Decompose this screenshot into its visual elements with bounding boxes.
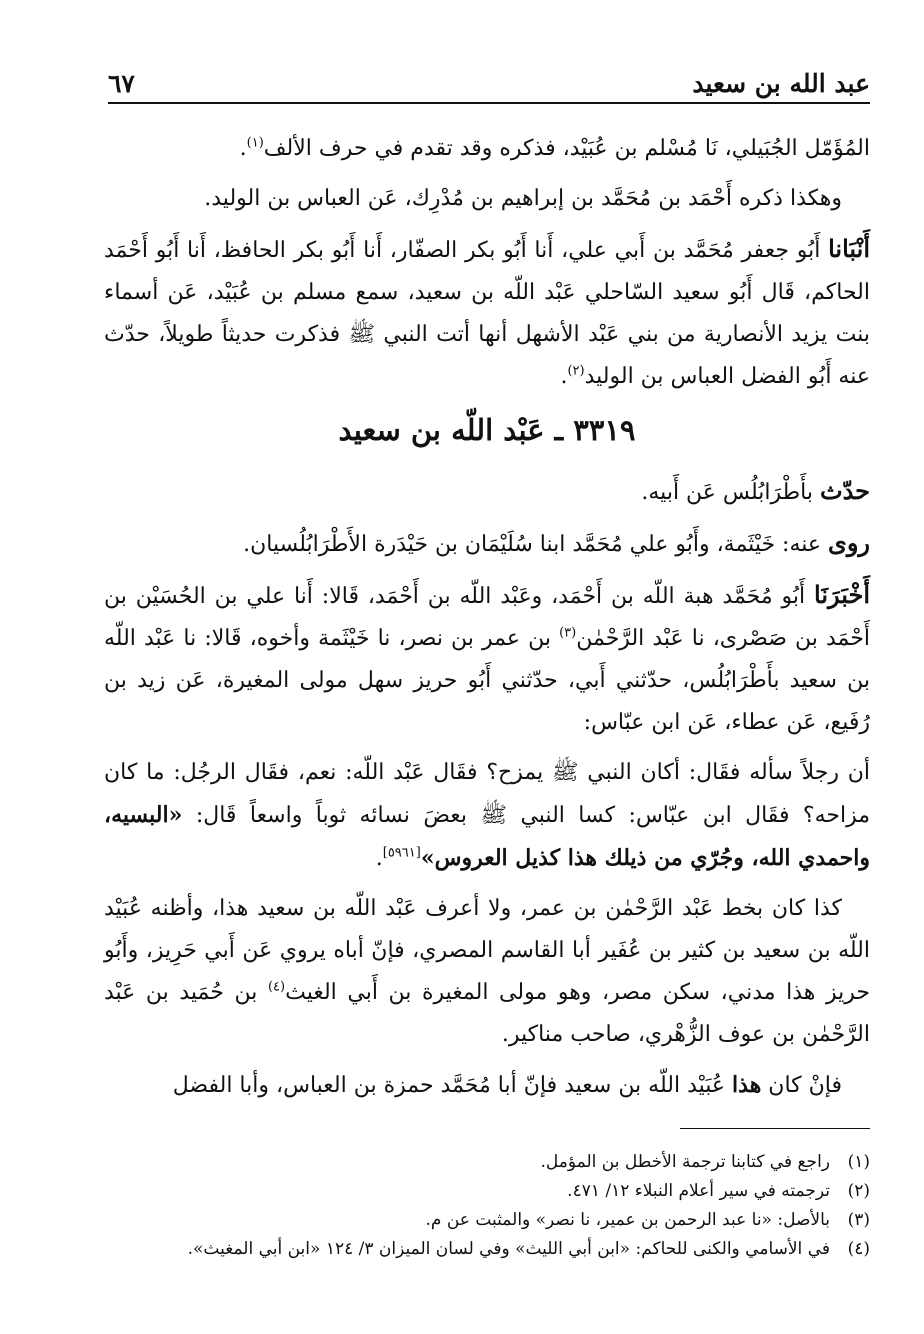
paragraph-6: أَخْبَرَنَا أَبُو مُحَمَّد هبة اللّه بن أَحْمَد، وعَبْد اللّه بن أَحْمَد، قَالا: أَنا علي بن الحُسَيْن بن أَحْمَد بن صَصْرى، نا عَبْد الرَّحْمٰن$^{(٣)}$ بن عمر بن نصر، نا خَيْثَمة وأخوه، قَالا: نا عَبْد اللّه بن سعيد بأَطْرَابُلُس، حدّثني أَبي، حدّثني أَبُو حريز سهل مولى المغيرة، عَن زيد بن رُفَيع، عَن عطاء، عَن ابن عبّاس: (104, 580, 870, 735)
footnote-separator (680, 1128, 870, 1129)
page-number: ٦٧ (108, 69, 135, 98)
footnote-text: في الأسامي والكنى للحاكم: «ابن أبي الليث» وفي لسان الميزان ٣/ ١٢٤ «ابن أبي المغيث». (187, 1239, 830, 1259)
footnote-number: (٢) (847, 1181, 870, 1201)
footnote-number: (١) (847, 1152, 870, 1172)
paragraph-4: حدّث بأَطْرَابُلُس عَن أَبيه. (641, 476, 870, 505)
paragraph-9: فإنْ كان هذا عُبَيْد اللّه بن سعيد فإنّ أبا مُحَمَّد حمزة بن العباس، وأبا الفضل (172, 1072, 842, 1098)
footnotes (104, 1148, 870, 1264)
footnote-ref-3: (٣) (559, 625, 577, 641)
footnote-text: راجع في كتابنا ترجمة الأخطل بن المؤمل. (540, 1152, 830, 1172)
keyword-anbana: أَنْبَانا (828, 234, 870, 263)
footnote-ref-4: (٤) (267, 979, 286, 995)
paragraph-7: أن رجلاً سأله فقَال: أكان النبي ﷺ يمزح؟ فقَال عَبْد اللّه: نعم، فقَال الرجُل: ما كان مزاحه؟ فقَال ابن عبّاس: كسا النبي ﷺ بعضَ نسائه ثوباً واسعاً قَال: «البسيه، واحمدي الله، وجُرّي من ذيلك هذا كذيل العروس»[٥٩٦١]. (104, 760, 870, 871)
paragraph-5: روى عنه: خَيْثَمة، وأَبُو علي مُحَمَّد ابنا سُلَيْمَان بن حَيْدَرة الأَطْرَابُلُسيان. (243, 528, 870, 557)
footnote-text: ترجمته في سير أعلام النبلاء ١٢/ ٤٧١. (567, 1181, 830, 1201)
footnote-number: (٣) (847, 1210, 870, 1230)
footnote (104, 1235, 870, 1264)
entry-title: ٣٣١٩ ـ عَبْد اللّه بن سعيد (338, 413, 636, 447)
footnote-text: بالأصل: «نا عبد الرحمن بن عمير، نا نصر» والمثبت عن م. (425, 1210, 830, 1230)
paragraph-1: المُؤَمّل الجُبَيلي، نَا مُسْلم بن عُبَيْد، فذكره وقد تقدم في حرف الألف$^{(١)}$. (239, 135, 870, 161)
hadith-quote: «البسيه، واحمدي الله، وجُرّي من ذيلك هذا كذيل العروس» (104, 802, 870, 871)
footnote-ref-2: (٢) (567, 363, 585, 379)
keyword-rawa: روى (828, 528, 870, 557)
keyword-haddath: حدّث (819, 476, 870, 505)
hadith-number: [٥٩٦١] (382, 845, 421, 861)
paragraph-8: كذا كان بخط عَبْد الرَّحْمٰن بن عمر، ولا أعرف عَبْد اللّه بن سعيد هذا، وأظنه عُبَيْد اللّه بن سعيد بن كثير بن عُفَير أبا القاسم المصري، فإنّ أباه يروي عَن أَبي حَرِيز، وأَبُو حريز هذا مدني، سكن مصر، وهو مولى المغيرة بن أَبي الغيث$^{(٤)}$ بن حُمَيد بن عَبْد الرَّحْمٰن بن عوف الزُّهْري، صاحب مناكير. (104, 896, 870, 1047)
keyword-akhbarana: أَخْبَرَنَا (814, 580, 870, 609)
footnote (104, 1206, 870, 1235)
running-title: عبد الله بن سعيد (692, 69, 870, 98)
paragraph-2: وهكذا ذكره أَحْمَد بن مُحَمَّد بن إبراهيم بن مُدْرِك، عَن العباس بن الوليد. (204, 186, 842, 211)
footnote (104, 1177, 870, 1206)
footnote (104, 1148, 870, 1177)
page-header (108, 68, 870, 104)
paragraph-3: أَنْبَانا أَبُو جعفر مُحَمَّد بن أَبي علي، أَنا أَبُو بكر الصفّار، أَنا أَبُو بكر الحافظ، أَنا أَبُو أَحْمَد الحاكم، قَال أَبُو سعيد السّاحلي عَبْد اللّه بن سعيد، سمع مسلم بن عُبَيْد، عَن أسماء بنت يزيد الأنصارية من بني عَبْد الأشهل أنها أتت النبي ﷺ فذكرت حديثاً طويلاً، حدّث عنه أَبُو الفضل العباس بن الوليد$^{(٢)}$. (104, 234, 870, 389)
footnote-ref-1: (١) (246, 135, 264, 151)
footnote-number: (٤) (847, 1239, 870, 1259)
page-body (104, 128, 870, 1115)
